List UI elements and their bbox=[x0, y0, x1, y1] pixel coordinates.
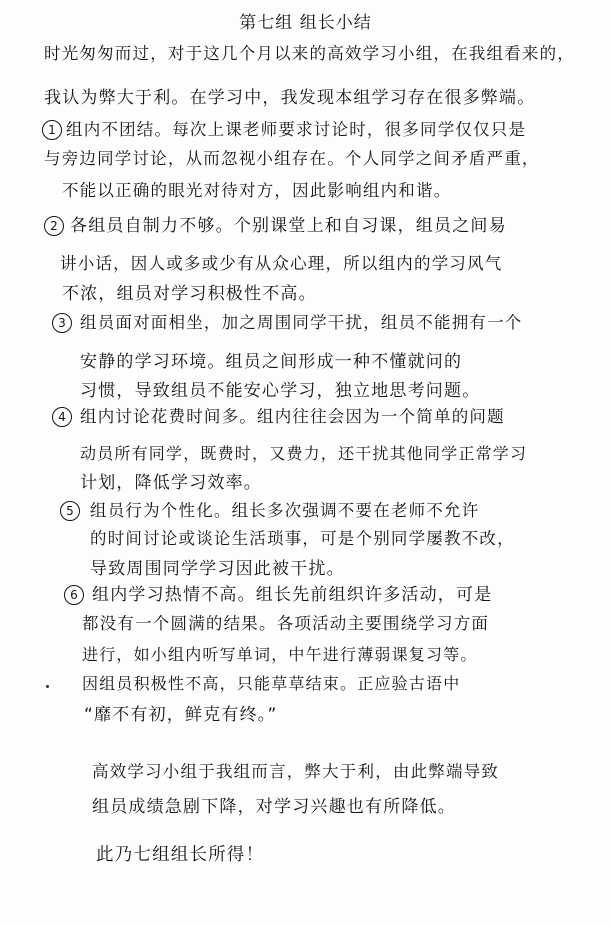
point-6-marker: 6 bbox=[64, 585, 84, 605]
point-1-line: 组内不团结。每次上课老师要求讨论时，很多同学仅仅只是 bbox=[66, 120, 527, 139]
conclusion-line: 组员成绩急剧下降，对学习兴趣也有所降低。 bbox=[92, 797, 456, 817]
point-5-line: 导致周围同学学习因此被干扰。 bbox=[90, 559, 345, 579]
point-5-line: 的时间讨论或谈论生活琐事，可是个别同学屡教不改， bbox=[90, 529, 515, 548]
point-2-line: 不浓，组员对学习积极性不高。 bbox=[62, 284, 317, 304]
point-5-line: 组员行为个性化。组长多次强调不要在老师不允许 bbox=[90, 501, 480, 520]
point-4-marker: 4 bbox=[52, 407, 72, 427]
point-4-line: 组内讨论花费时间多。组内往往会因为一个简单的问题 bbox=[80, 407, 505, 426]
pen-dot bbox=[46, 685, 49, 688]
point-3-line: 组员面对面相坐，加之周围同学干扰，组员不能拥有一个 bbox=[80, 313, 523, 332]
point-5-marker: 5 bbox=[60, 501, 80, 521]
page-title: 第七组 组长小结 bbox=[239, 13, 372, 33]
intro-line: 我认为弊大于利。在学习中，我发现本组学习存在很多弊端。 bbox=[44, 88, 536, 108]
point-6-line: “靡不有初，鲜克有终。” bbox=[84, 705, 278, 725]
point-2-marker: 2 bbox=[44, 216, 64, 236]
point-2-line: 各组员自制力不够。个别课堂上和自习课，组员之间易 bbox=[70, 216, 507, 236]
point-3-line: 安静的学习环境。组员之间形成一种不懂就问的 bbox=[80, 352, 463, 372]
point-4-line: 动员所有同学，既费时，又费力，还干扰其他同学正常学习 bbox=[80, 444, 528, 463]
point-4-line: 计划，降低学习效率。 bbox=[80, 473, 262, 493]
intro-line: 时光匆匆而过，对于这几个月以来的高效学习小组，在我组看来的， bbox=[44, 44, 575, 63]
point-6-line: 都没有一个圆满的结果。各项活动主要围绕学习方面 bbox=[82, 614, 490, 633]
point-6-line: 进行，如小组内听写单词，中午进行薄弱课复习等。 bbox=[82, 645, 478, 664]
point-6-line: 组内学习热情不高。组长先前组织许多活动，可是 bbox=[92, 585, 493, 605]
point-6-line: 因组员积极性不高，只能草草结束。正应验古语中 bbox=[82, 674, 461, 693]
point-1-line: 不能以正确的眼光对待对方，因此影响组内和谐。 bbox=[62, 181, 452, 200]
closing-line: 此乃七组组长所得！ bbox=[96, 845, 265, 865]
point-2-line: 讲小话，因人或多或少有从众心理，所以组内的学习风气 bbox=[60, 254, 503, 273]
point-1-marker: 1 bbox=[42, 120, 62, 140]
point-3-marker: 3 bbox=[52, 313, 72, 333]
point-3-line: 习惯，导致组员不能安心学习，独立地思考问题。 bbox=[80, 381, 481, 401]
point-1-line: 与旁边同学讨论，从而忽视小组存在。个人同学之间矛盾严重， bbox=[44, 149, 540, 168]
conclusion-line: 高效学习小组于我组而言，弊大于利，由此弊端导致 bbox=[92, 762, 500, 781]
